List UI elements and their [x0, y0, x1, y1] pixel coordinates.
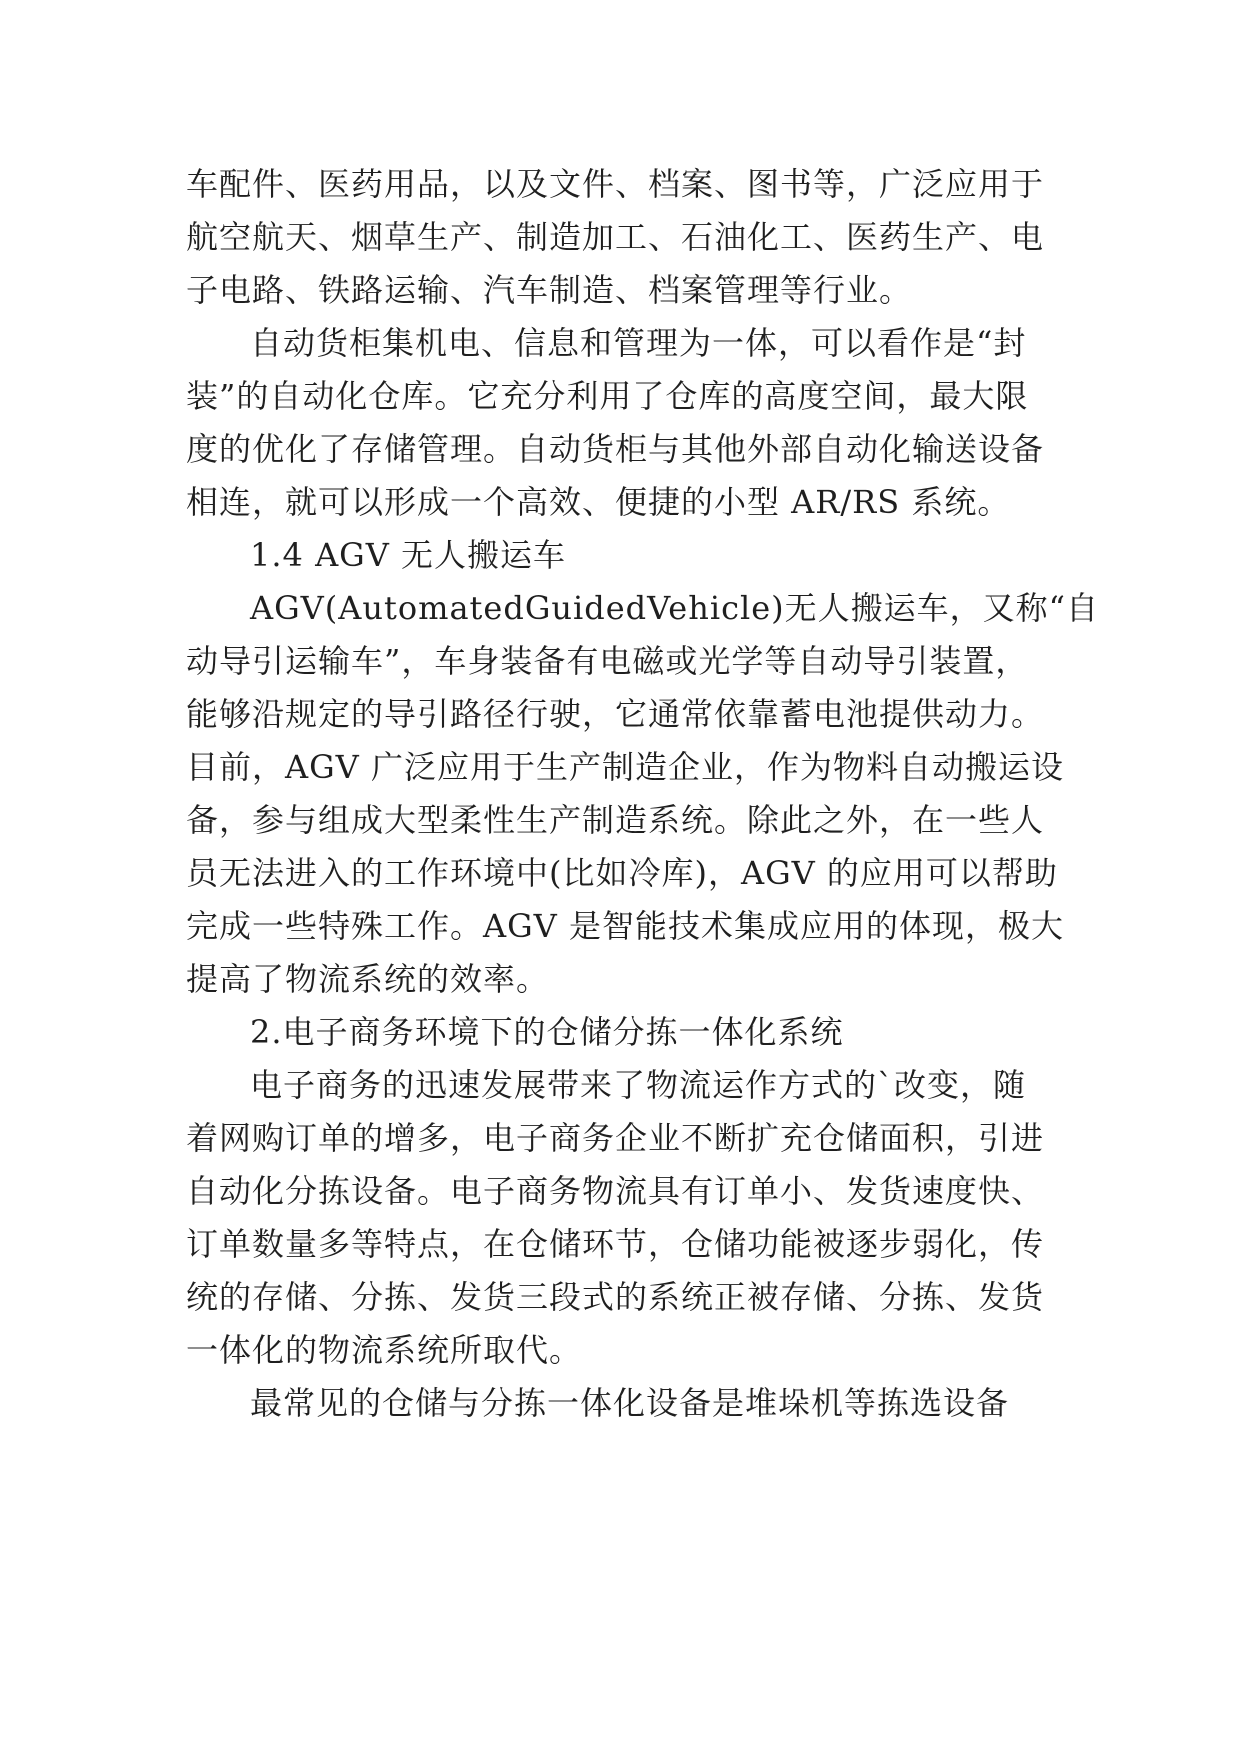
text-line: 动导引运输车”，车身装备有电磁或光学等自动导引装置，: [186, 642, 1029, 680]
text-line: 着网购订单的增多，电子商务企业不断扩充仓储面积，引进: [186, 1119, 1045, 1157]
text-line: 目前，AGV 广泛应用于生产制造企业，作为物料自动搬运设: [186, 748, 1064, 786]
paragraph: [186, 317, 1066, 529]
text-line: 提高了物流系统的效率。: [186, 960, 550, 998]
paragraph: [186, 1377, 1066, 1430]
text-line: 自动货柜集机电、信息和管理为一体，可以看作是“封: [250, 324, 1027, 362]
section-heading: [186, 1006, 1066, 1059]
text-line: 1.4 AGV 无人搬运车: [250, 536, 567, 574]
text-line: 装”的自动化仓库。它充分利用了仓库的高度空间，最大限: [186, 377, 1029, 415]
text-line: 员无法进入的工作环境中(比如冷库)，AGV 的应用可以帮助: [186, 854, 1058, 892]
text-line: 车配件、医药用品，以及文件、档案、图书等，广泛应用于: [186, 165, 1045, 203]
text-line: 子电路、铁路运输、汽车制造、档案管理等行业。: [186, 271, 913, 309]
paragraph: [186, 1059, 1066, 1377]
text-line: 航空航天、烟草生产、制造加工、石油化工、医药生产、电: [186, 218, 1045, 256]
text-line: 电子商务的迅速发展带来了物流运作方式的`改变，随: [250, 1066, 1027, 1104]
text-line: 一体化的物流系统所取代。: [186, 1331, 583, 1369]
document-body: [186, 158, 1100, 1430]
text-line: 相连，就可以形成一个高效、便捷的小型 AR/RS 系统。: [186, 483, 1011, 521]
text-line: 2.电子商务环境下的仓储分拣一体化系统: [250, 1013, 844, 1051]
text-line: AGV(AutomatedGuidedVehicle)无人搬运车，又称“自: [250, 589, 1100, 627]
text-line: 统的存储、分拣、发货三段式的系统正被存储、分拣、发货: [186, 1278, 1045, 1316]
text-line: 度的优化了存储管理。自动货柜与其他外部自动化输送设备: [186, 430, 1045, 468]
text-line: 完成一些特殊工作。AGV 是智能技术集成应用的体现，极大: [186, 907, 1064, 945]
text-line: 最常见的仓储与分拣一体化设备是堆垛机等拣选设备: [250, 1384, 1010, 1422]
text-line: 能够沿规定的导引路径行驶，它通常依靠蓄电池提供动力。: [186, 695, 1045, 733]
section-heading: [186, 529, 1066, 582]
paragraph-continuation: [186, 158, 1066, 317]
text-line: 备，参与组成大型柔性生产制造系统。除此之外，在一些人: [186, 801, 1045, 839]
text-line: 订单数量多等特点，在仓储环节，仓储功能被逐步弱化，传: [186, 1225, 1045, 1263]
text-line: 自动化分拣设备。电子商务物流具有订单小、发货速度快、: [186, 1172, 1045, 1210]
paragraph: [186, 582, 1100, 1006]
